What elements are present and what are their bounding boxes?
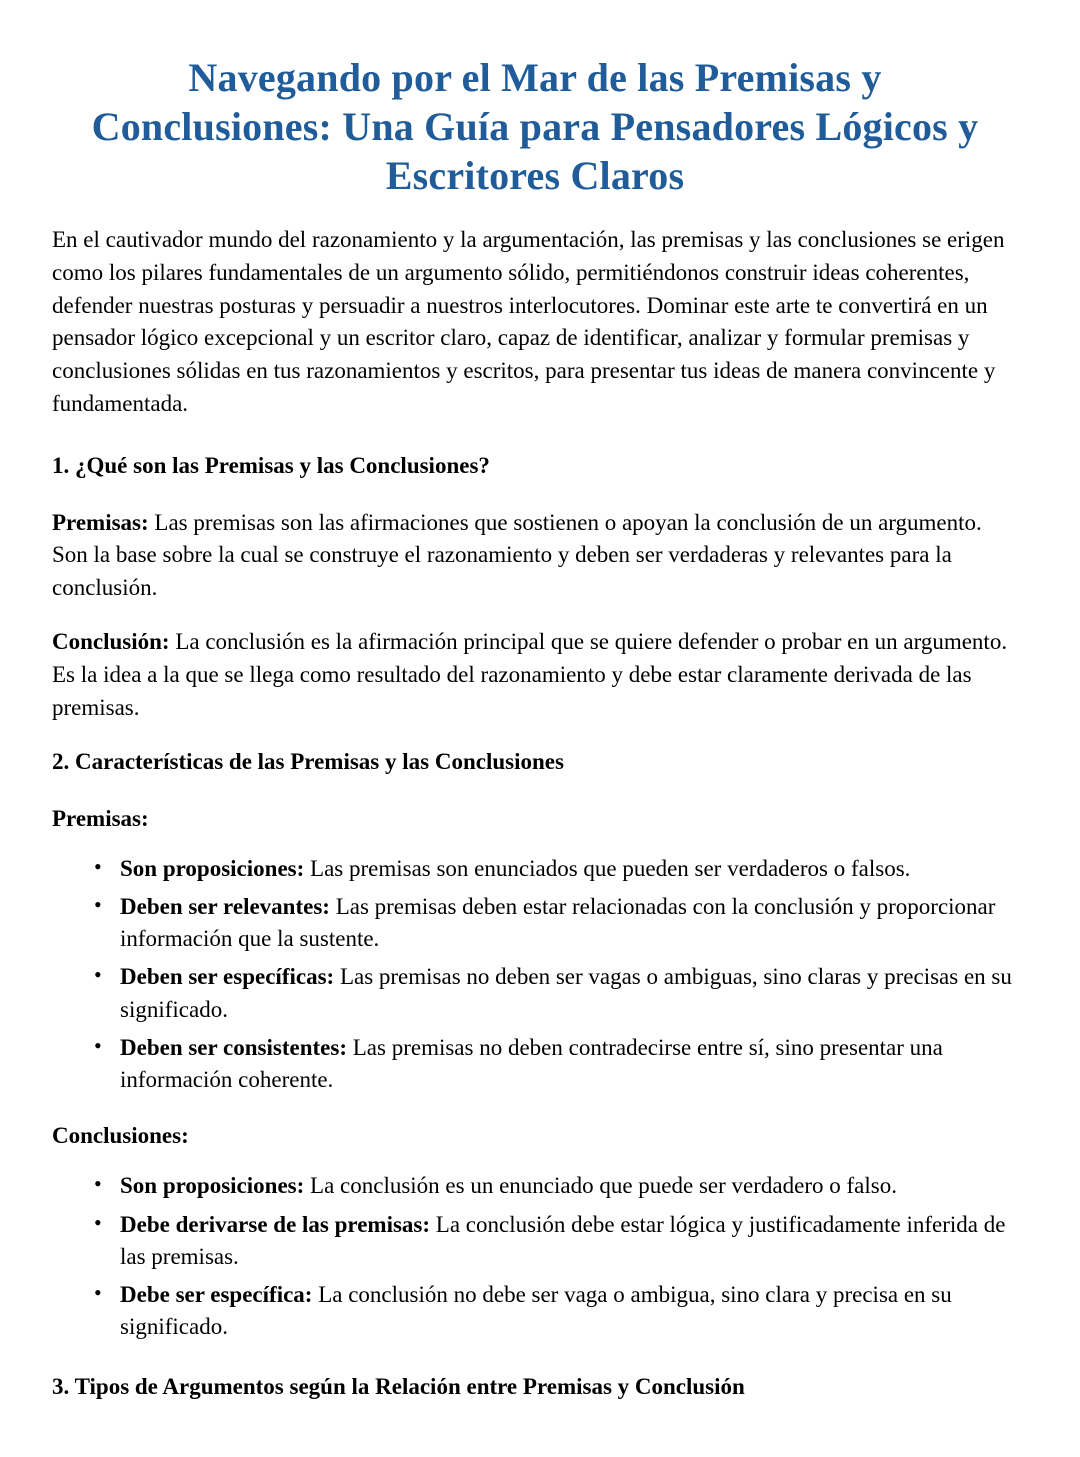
list-item-text: Las premisas no deben contradecirse entre sí, sino presentar una información coherente. bbox=[120, 1034, 943, 1092]
list-item-text: La conclusión no debe ser vaga o ambigua, sino clara y precisa en su significado. bbox=[120, 1281, 952, 1340]
list-item-text: Las premisas son enunciados que pueden ser verdaderos o falsos. bbox=[304, 855, 911, 881]
list-item-text: La conclusión es un enunciado que puede ser verdadero o falso. bbox=[304, 1173, 897, 1199]
group-label-conclusiones: Conclusiones: bbox=[52, 1123, 189, 1149]
list-item-text: Las premisas no deben ser vagas o ambiguas, sino claras y precisas en su significado. bbox=[120, 964, 1012, 1022]
page-title: Navegando por el Mar de las Premisas y Conclusiones: Una Guía para Pensadores Lógicos y Escritores Claros bbox=[91, 55, 979, 198]
list-item-lead: Debe ser específica: bbox=[120, 1281, 313, 1307]
list-item bbox=[86, 1209, 1018, 1273]
conclusiones-characteristics-list bbox=[52, 1170, 1018, 1343]
section-heading-3: 3. Tipos de Argumentos según la Relación entre Premisas y Conclusión bbox=[52, 1374, 745, 1400]
list-item-lead: Deben ser específicas: bbox=[120, 964, 335, 990]
definition-conclusion-lead: Conclusión: bbox=[52, 629, 170, 655]
list-item-lead: Deben ser consistentes: bbox=[120, 1034, 347, 1060]
list-item bbox=[86, 1032, 1018, 1096]
list-item bbox=[86, 961, 1018, 1025]
list-item-lead: Debe derivarse de las premisas: bbox=[120, 1211, 431, 1237]
list-item-text: La conclusión debe estar lógica y justificadamente inferida de las premisas. bbox=[120, 1211, 1006, 1269]
group-label-premisas: Premisas: bbox=[52, 805, 149, 831]
list-item bbox=[86, 1279, 1018, 1343]
list-item-lead: Son proposiciones: bbox=[120, 855, 305, 881]
list-item-lead: Son proposiciones: bbox=[120, 1173, 305, 1199]
list-item-text: Las premisas deben estar relacionadas con la conclusión y proporcionar información que la sustente. bbox=[120, 894, 996, 952]
list-item bbox=[86, 853, 1018, 885]
definition-premisas-text: Las premisas son las afirmaciones que sostienen o apoyan la conclusión de un argumento. Son la base sobre la cual se construye el razonamiento y deben ser verdaderas y relevantes para la conclusión. bbox=[52, 509, 982, 600]
intro-paragraph: En el cautivador mundo del razonamiento y la argumentación, las premisas y las conclusiones se erigen como los pilares fundamentales de un argumento sólido, permitiéndonos construir ideas coherentes, defender nuestras posturas y persuadir a nuestros interlocutores. Dominar este arte te convertirá en un pensador lógico excepcional y un escritor claro, capaz de identificar, analizar y formular premisas y conclusiones sólidas en tus razonamientos y escritos, para presentar tus ideas de manera convincente y fundamentada. bbox=[52, 227, 1005, 416]
definition-conclusion-text: La conclusión es la afirmación principal que se quiere defender o probar en un argumento. Es la idea a la que se llega como resultado del razonamiento y debe estar claramente derivada de las premisas. bbox=[52, 629, 1008, 720]
list-item bbox=[86, 1170, 1018, 1202]
list-item-lead: Deben ser relevantes: bbox=[120, 894, 330, 920]
premisas-characteristics-list bbox=[52, 853, 1018, 1096]
definition-conclusion bbox=[52, 626, 1018, 724]
section-heading-1: 1. ¿Qué son las Premisas y las Conclusiones? bbox=[52, 453, 490, 479]
list-item bbox=[86, 891, 1018, 955]
section-heading-2: 2. Características de las Premisas y las Conclusiones bbox=[52, 749, 564, 775]
definition-premisas bbox=[52, 507, 1018, 605]
definition-premisas-lead: Premisas: bbox=[52, 509, 149, 535]
